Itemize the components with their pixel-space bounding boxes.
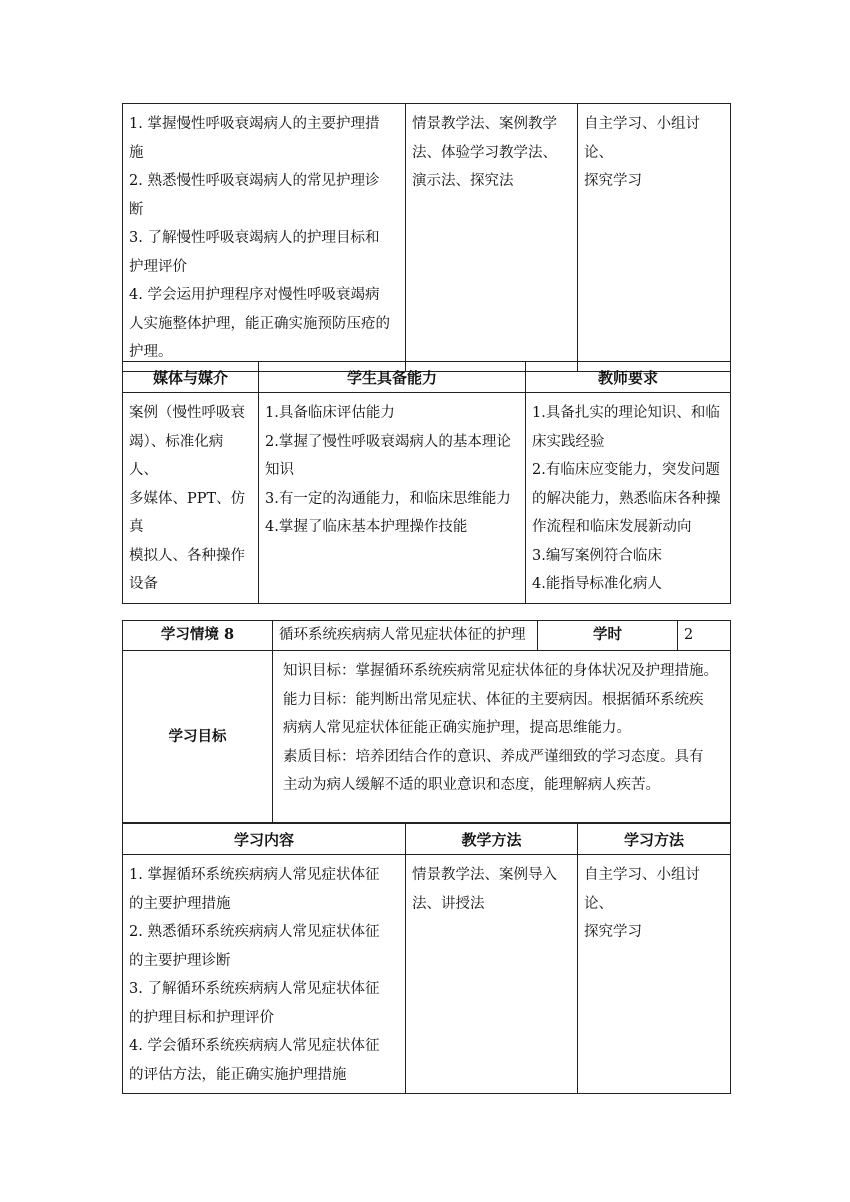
goal-line: 素质目标：培养团结合作的意识、养成严谨细致的学习态度。具有 <box>283 748 704 765</box>
teaching-method-cell <box>406 855 578 1094</box>
header-teaching-method: 教学方法 <box>406 824 578 855</box>
media-line: 设备 <box>129 576 158 592</box>
content-line: 1. 掌握慢性呼吸衰竭病人的主要护理措 <box>129 116 380 132</box>
content-line: 3. 了解慢性呼吸衰竭病人的护理目标和 <box>129 230 380 246</box>
top-content-table <box>122 103 730 372</box>
media-line: 多媒体、PPT、仿真 <box>129 490 246 535</box>
header-teacher-requirement: 教师要求 <box>526 362 731 393</box>
ability-line: 4.掌握了临床基本护理操作技能 <box>265 519 468 535</box>
scenario-table <box>122 620 730 823</box>
content-line: 护理。 <box>129 344 173 360</box>
media-line: 模拟人、各种操作 <box>129 547 245 564</box>
student-ability-cell <box>259 393 526 604</box>
bottom-content-table <box>122 823 730 1094</box>
teacher-line: 4.能指导标准化病人 <box>532 576 662 592</box>
teacher-line: 作流程和临床发展新动向 <box>532 519 692 535</box>
learning-content-cell <box>123 855 406 1094</box>
teacher-line: 3.编写案例符合临床 <box>532 547 662 564</box>
goal-label: 学习目标 <box>123 651 273 823</box>
media-line: 竭）、标准化病人、 <box>129 433 224 478</box>
content-line: 4. 学会循环系统疾病病人常见症状体征 <box>129 1038 380 1054</box>
study-method-cell <box>578 104 731 372</box>
media-cell <box>123 393 259 604</box>
header-student-ability: 学生具备能力 <box>259 362 526 393</box>
ability-line: 3.有一定的沟通能力，和临床思维能力 <box>265 490 511 507</box>
ability-line: 2.掌握了慢性呼吸衰竭病人的基本理论 <box>265 433 511 450</box>
goal-line: 病病人常见症状体征能正确实施护理，提高思维能力。 <box>283 720 631 736</box>
method-line: 法、体验学习教学法、 <box>412 144 557 161</box>
ability-line: 知识 <box>265 462 294 478</box>
teacher-line: 床实践经验 <box>532 433 605 450</box>
content-line: 断 <box>129 201 144 218</box>
resource-table <box>122 361 730 604</box>
study-line: 探究学习 <box>584 173 642 189</box>
content-line: 4. 学会运用护理程序对慢性呼吸衰竭病 <box>129 287 380 303</box>
content-line: 2. 熟悉循环系统疾病病人常见症状体征 <box>129 924 380 940</box>
content-line: 2. 熟悉慢性呼吸衰竭病人的常见护理诊 <box>129 173 380 189</box>
content-line: 1. 掌握循环系统疾病病人常见症状体征 <box>129 867 380 883</box>
method-line: 情景教学法、案例教学 <box>412 116 557 132</box>
study-method-cell <box>578 855 731 1094</box>
media-line: 案例（慢性呼吸衰 <box>129 405 245 421</box>
goal-line: 知识目标：掌握循环系统疾病常见症状体征的身体状况及护理措施。 <box>283 663 718 679</box>
teacher-line: 的解决能力，熟悉临床各种操 <box>532 490 721 507</box>
ability-line: 1.具备临床评估能力 <box>265 405 395 421</box>
content-line: 的护理目标和护理评价 <box>129 1009 274 1026</box>
teacher-line: 1.具备扎实的理论知识、和临 <box>532 405 720 421</box>
teacher-line: 2.有临床应变能力，突发问题 <box>532 462 720 478</box>
content-line: 护理评价 <box>129 258 187 275</box>
teacher-requirement-cell <box>526 393 731 604</box>
study-line: 自主学习、小组讨论、 <box>584 116 700 161</box>
goal-cell <box>273 651 731 823</box>
content-line: 的主要护理诊断 <box>129 952 231 969</box>
learning-content-cell <box>123 104 406 372</box>
teaching-method-cell <box>406 104 578 372</box>
scenario-label: 学习情境 8 <box>123 621 273 651</box>
content-line: 的主要护理措施 <box>129 895 231 912</box>
method-line: 演示法、探究法 <box>412 173 514 189</box>
hours-label: 学时 <box>538 621 678 651</box>
content-line: 人实施整体护理，能正确实施预防压疮的 <box>129 315 390 332</box>
header-study-method: 学习方法 <box>578 824 731 855</box>
goal-line: 主动为病人缓解不适的职业意识和态度，能理解病人疾苦。 <box>283 777 660 793</box>
hours-value: 2 <box>678 621 731 651</box>
study-line: 自主学习、小组讨论、 <box>584 867 700 912</box>
content-line: 的评估方法，能正确实施护理措施 <box>129 1066 347 1083</box>
method-line: 情景教学法、案例导入 <box>412 867 557 883</box>
content-line: 3. 了解循环系统疾病病人常见症状体征 <box>129 981 380 997</box>
header-media: 媒体与媒介 <box>123 362 259 393</box>
scenario-title: 循环系统疾病病人常见症状体征的护理 <box>273 621 538 651</box>
header-learning-content: 学习内容 <box>123 824 406 855</box>
study-line: 探究学习 <box>584 924 642 940</box>
goal-line: 能力目标：能判断出常见症状、体征的主要病因。根据循环系统疾 <box>283 691 704 708</box>
content-line: 施 <box>129 144 144 161</box>
method-line: 法、讲授法 <box>412 895 485 912</box>
